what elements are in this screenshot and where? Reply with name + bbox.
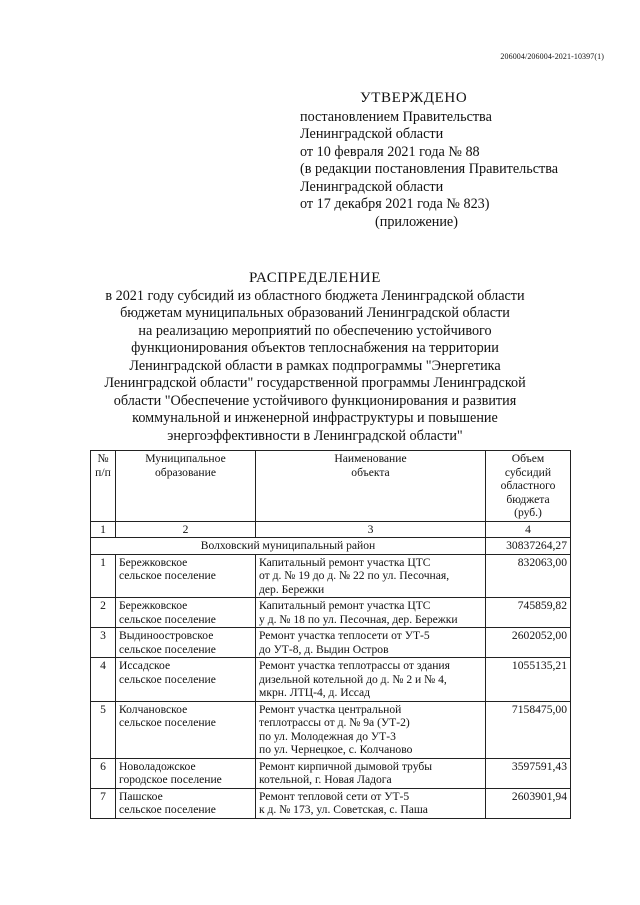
- approval-annex: (приложение): [375, 213, 458, 230]
- header-amount: Объем субсидий областного бюджета (руб.): [486, 451, 571, 522]
- heading-line: энергоэффективности в Ленинградской области": [167, 427, 463, 444]
- row-amount: 2602052,00: [486, 628, 571, 658]
- row-number: 6: [91, 758, 116, 788]
- row-object-line: Капитальный ремонт участка ЦТС: [259, 555, 431, 569]
- header-number: № п/п: [91, 451, 116, 522]
- approval-line: от 10 февраля 2021 года № 88: [300, 143, 480, 160]
- row-object-line: Ремонт участка теплосети от УТ-5: [259, 629, 430, 642]
- approval-line: (в редакции постановления Правительства: [300, 161, 559, 177]
- row-object: [256, 598, 486, 628]
- table-row: [91, 701, 571, 758]
- heading-title: РАСПРЕДЕЛЕНИЕ: [248, 270, 381, 286]
- heading-line: Ленинградской области" государственной программы Ленинградской: [104, 375, 526, 391]
- col-number: 3: [256, 521, 486, 538]
- row-municipality-line: сельское поселение: [119, 672, 216, 686]
- row-amount: 7158475,00: [486, 701, 571, 758]
- row-object-line: теплотрассы от д. № 9а (УТ-2): [259, 716, 410, 729]
- row-municipality-line: городское поселение: [119, 773, 222, 786]
- row-municipality-line: Бережковское: [119, 599, 188, 612]
- row-object-line: котельной, г. Новая Ладога: [259, 773, 392, 786]
- row-municipality: [116, 628, 256, 658]
- row-municipality-line: сельское поселение: [119, 803, 216, 816]
- row-object-line: у д. № 18 по ул. Песочная, дер. Бережки: [259, 612, 458, 626]
- district-amount: 30837264,27: [486, 538, 571, 555]
- approval-line: постановлением Правительства: [300, 108, 492, 125]
- row-municipality: [116, 554, 256, 598]
- row-object-line: дер. Бережки: [259, 582, 325, 596]
- table-row: [91, 598, 571, 628]
- row-number: 4: [91, 658, 116, 702]
- heading-line: на реализацию мероприятий по обеспечению устойчивого: [138, 322, 492, 339]
- header-municipality: Муниципальное образование: [116, 451, 256, 522]
- table-header-row: [91, 451, 571, 522]
- district-name: Волховский муниципальный район: [91, 538, 486, 555]
- row-object: [256, 554, 486, 598]
- approval-line: Ленинградской области: [300, 178, 444, 195]
- approval-line: Ленинградской области: [300, 126, 444, 142]
- heading-line: бюджетам муниципальных образований Ленинградской области: [120, 305, 510, 321]
- table-row: [91, 554, 571, 598]
- row-municipality: [116, 598, 256, 628]
- col-number: 4: [486, 521, 571, 538]
- table-row: [91, 628, 571, 658]
- row-object-line: Капитальный ремонт участка ЦТС: [259, 599, 431, 612]
- header-object: Наименование объекта: [256, 451, 486, 522]
- row-object-line: к д. № 173, ул. Советская, с. Паша: [259, 803, 428, 816]
- approval-block: [300, 90, 600, 231]
- row-object: [256, 658, 486, 702]
- row-amount: 1055135,21: [486, 658, 571, 702]
- row-municipality-line: сельское поселение: [119, 569, 216, 582]
- row-number: 7: [91, 788, 116, 818]
- heading-line: в 2021 году субсидий из областного бюджета Ленинградской области: [105, 287, 525, 304]
- row-object-line: мкрн. ЛТЦ-4, д. Иссад: [259, 686, 371, 699]
- table-row: [91, 758, 571, 788]
- row-object-line: Ремонт участка центральной: [259, 702, 402, 716]
- heading-line: области "Обеспечение устойчивого функционирования и развития: [113, 392, 517, 409]
- row-amount: 3597591,43: [486, 758, 571, 788]
- row-object-line: дизельной котельной до д. № 2 и № 4,: [259, 672, 447, 686]
- row-number: 3: [91, 628, 116, 658]
- row-object: [256, 758, 486, 788]
- row-municipality-line: Новоладожское: [119, 759, 196, 773]
- row-number: 5: [91, 701, 116, 758]
- row-object: [256, 701, 486, 758]
- row-number: 2: [91, 598, 116, 628]
- row-municipality-line: Пашское: [119, 789, 163, 803]
- row-number: 1: [91, 554, 116, 598]
- col-number: 1: [91, 521, 116, 538]
- subsidy-table: [90, 450, 571, 819]
- row-amount: 2603901,94: [486, 788, 571, 818]
- row-amount: 832063,00: [486, 554, 571, 598]
- approval-line: от 17 декабря 2021 года № 823): [300, 196, 490, 212]
- table-row: [91, 658, 571, 702]
- row-municipality-line: сельское поселение: [119, 716, 216, 729]
- document-heading: [80, 270, 550, 445]
- approval-title: УТВЕРЖДЕНО: [360, 90, 468, 106]
- row-object-line: до УТ-8, д. Выдин Остров: [259, 642, 389, 656]
- row-object-line: от д. № 19 до д. № 22 по ул. Песочная,: [259, 569, 450, 582]
- heading-line: функционирования объектов теплоснабжения на территории: [131, 340, 499, 356]
- row-municipality-line: Выдиноостровское: [119, 629, 214, 642]
- row-municipality: [116, 658, 256, 702]
- heading-line: Ленинградской области в рамках подпрограммы "Энергетика: [129, 357, 501, 374]
- table-row: [91, 788, 571, 818]
- row-municipality-line: Колчановское: [119, 702, 188, 716]
- row-object: [256, 788, 486, 818]
- row-municipality: [116, 701, 256, 758]
- row-object-line: Ремонт участка теплотрассы от здания: [259, 659, 450, 672]
- row-municipality: [116, 788, 256, 818]
- heading-line: коммунальной и инженерной инфраструктуры и повышение: [132, 410, 498, 426]
- row-municipality: [116, 758, 256, 788]
- document-id: 206004/206004-2021-10397(1): [500, 52, 604, 61]
- row-municipality-line: Бережковское: [119, 555, 188, 569]
- row-amount: 745859,82: [486, 598, 571, 628]
- row-object-line: Ремонт тепловой сети от УТ-5: [259, 789, 410, 803]
- row-municipality-line: сельское поселение: [119, 642, 216, 656]
- column-number-row: [91, 521, 571, 538]
- row-object-line: Ремонт кирпичной дымовой трубы: [259, 759, 433, 773]
- row-object-line: по ул. Чернецкое, с. Колчаново: [259, 743, 413, 756]
- col-number: 2: [116, 521, 256, 538]
- row-object: [256, 628, 486, 658]
- row-municipality-line: сельское поселение: [119, 612, 216, 626]
- row-municipality-line: Иссадское: [119, 659, 171, 672]
- district-row: [91, 538, 571, 555]
- row-object-line: по ул. Молодежная до УТ-3: [259, 729, 396, 743]
